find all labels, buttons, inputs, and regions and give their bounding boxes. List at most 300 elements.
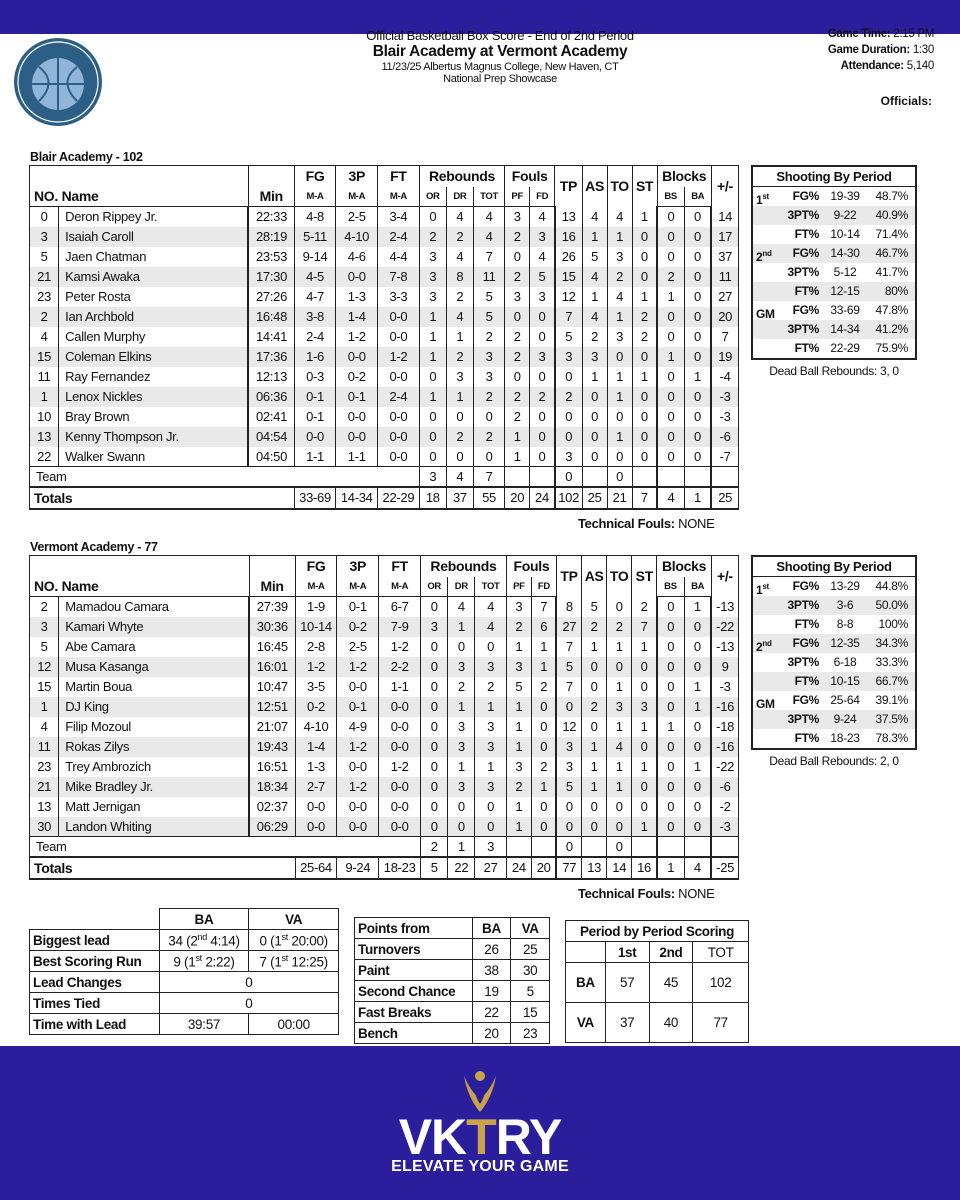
col-header-min [248,166,294,187]
shooting-made-attempted: 9-22 [833,208,857,222]
player-row [30,717,739,737]
stat-bs: 0 [657,697,684,717]
stat-to: 0 [607,447,632,467]
points-from-label: Fast Breaks [355,1002,473,1023]
stat-min: 30:36 [249,617,295,637]
stat-ba: 1 [684,597,711,617]
stat-pm: -22 [711,757,738,777]
player-name: Bray Brown [59,407,249,427]
player-name: Ray Fernandez [59,367,249,387]
col-subheader-dr: DR [446,187,473,207]
shooting-row [753,339,915,358]
col-subheader-fd: FD [530,187,555,207]
shooting-made-attempted: 10-15 [830,674,860,688]
shooting-row [753,615,915,634]
player-number: 23 [30,287,59,307]
shooting-stat: FG% [792,636,819,650]
stat-pm: -3 [711,817,738,837]
shooting-period [753,339,781,358]
shooting-row [753,710,915,729]
stat-bs: 0 [657,677,684,697]
stat-st: 0 [632,407,657,427]
period-scoring-table [565,920,749,1043]
attendance: 5,140 [906,60,934,72]
shooting-made-attempted: 6-18 [833,655,857,669]
stat-fd: 1 [531,637,556,657]
player-row [30,267,739,287]
stat-to: 1 [607,387,632,407]
stat-dr: 2 [446,287,473,307]
player-number: 5 [30,247,59,267]
best-run-ba: 9 (1st 2:22) [159,951,249,972]
stat-pm: 27 [711,287,738,307]
report-title: Official Basketball Box Score - End of 2nd Period [366,28,634,43]
stat-pm: 17 [711,227,738,247]
shooting-period [753,320,781,339]
stat-dr: 0 [446,447,473,467]
stat-tot: 0 [475,817,506,837]
stat-pm: 20 [711,307,738,327]
col-header-as: AS [582,166,607,207]
stat-ba: 0 [684,347,711,367]
stat-dr: 1 [448,697,475,717]
stat-tp: 5 [556,657,581,677]
stat-pf: 1 [506,637,531,657]
col-subheader-ma: M-A [336,187,378,207]
stat-fg: 5-11 [294,227,336,247]
shooting-stat: FT% [794,227,819,241]
stat-min: 16:51 [249,757,295,777]
stat-min: 06:36 [248,387,294,407]
stat-or: 0 [419,427,446,447]
total-pf: 24 [506,857,531,879]
col-subheader-or: OR [421,577,448,597]
stat-bs: 1 [657,287,684,307]
stat-tp: 26 [555,247,582,267]
team-or: 2 [421,837,448,857]
stat-p3: 1-2 [336,327,378,347]
shooting-period: 2nd [756,639,772,654]
stat-bs: 0 [657,797,684,817]
points-from-header [355,918,550,939]
team-tp: 0 [556,837,581,857]
totals-label: Totals [30,487,295,509]
total-p3: 9-24 [337,857,379,879]
points-from-va-value: 5 [511,981,550,1002]
points-from-row [355,960,550,981]
officials-label: Officials: [880,94,932,108]
points-from-va-value: 25 [511,939,550,960]
player-name: Abe Camara [59,637,249,657]
col-subheader-ma: M-A [379,577,421,597]
team-row [30,837,739,857]
player-row [30,657,739,677]
stat-to: 4 [607,287,632,307]
stat-or: 2 [419,227,446,247]
stat-bs: 0 [657,597,684,617]
stat-min: 21:07 [249,717,295,737]
stat-fg: 0-3 [294,367,336,387]
player-name: Ian Archbold [59,307,249,327]
col-subheader-ma: M-A [295,577,337,597]
stat-fg: 2-8 [295,637,337,657]
col-header-min-label: Min [249,577,295,597]
points-from-label: Bench [355,1023,473,1044]
shooting-pct: 44.8% [875,579,908,593]
period-2-score: 45 [649,963,693,1003]
ba-header: BA [159,909,249,930]
stat-or: 0 [421,677,448,697]
player-number: 1 [30,697,59,717]
col-header-as: AS [582,556,607,597]
stat-bs: 0 [657,327,684,347]
period-tot-score: 102 [693,963,749,1003]
stat-tot: 4 [475,617,506,637]
player-number: 0 [30,207,59,227]
player-number: 5 [30,637,59,657]
stat-dr: 1 [448,617,475,637]
stat-pf: 2 [505,407,530,427]
col-header-min-label: Min [248,187,294,207]
points-from-va-value: 15 [511,1002,550,1023]
stat-fg: 4-10 [295,717,337,737]
player-name: Landon Whiting [59,817,249,837]
stat-as: 0 [582,657,607,677]
stat-st: 2 [632,327,657,347]
stat-fd: 0 [530,367,555,387]
stat-ft: 6-7 [379,597,421,617]
total-ba: 4 [684,857,711,879]
stat-to: 0 [607,347,632,367]
shooting-stat: 3PT% [787,712,819,726]
stat-tp: 13 [555,207,582,227]
shooting-pct: 41.2% [875,322,908,336]
col-header-ft: FT [379,556,421,577]
stat-tp: 0 [556,697,581,717]
shooting-row [753,301,915,320]
col-header-min [249,556,295,577]
stat-as: 0 [582,717,607,737]
col-header-st: ST [632,166,657,207]
player-name: Kamari Whyte [59,617,249,637]
stat-fg: 4-5 [294,267,336,287]
player-number: 21 [30,777,59,797]
stat-dr: 4 [446,307,473,327]
stat-st: 0 [632,777,657,797]
stat-tp: 0 [556,797,581,817]
stat-as: 0 [582,797,607,817]
stat-pm: 14 [711,207,738,227]
stat-or: 0 [419,447,446,467]
stat-p3: 0-0 [336,407,378,427]
stat-tot: 5 [473,287,504,307]
col-header-tp: TP [556,556,581,597]
stat-dr: 2 [446,427,473,447]
stat-as: 4 [582,207,607,227]
stat-to: 1 [607,717,632,737]
technical-fouls-blair: Technical Fouls: NONE [578,516,715,531]
period-1-score: 57 [605,963,649,1003]
shooting-period: GM [756,307,775,321]
stat-tp: 7 [555,307,582,327]
stat-pf: 1 [506,697,531,717]
col-subheader-bs: BS [657,187,684,207]
stat-as: 1 [582,287,607,307]
stat-dr: 4 [448,597,475,617]
player-row [30,637,739,657]
col-header-p3: 3P [337,556,379,577]
player-row [30,737,739,757]
game-time: 2:15 PM [893,28,934,40]
shooting-made-attempted: 13-29 [830,579,860,593]
stat-min: 10:47 [249,677,295,697]
shooting-pct: 33.3% [875,655,908,669]
stat-min: 22:33 [248,207,294,227]
stat-pm: -16 [711,737,738,757]
stat-tot: 3 [475,777,506,797]
total-pf: 20 [505,487,530,509]
stat-p3: 0-0 [336,267,378,287]
shooting-row [753,634,915,653]
player-row [30,387,739,407]
matchup-title: Blair Academy at Vermont Academy [372,43,628,60]
player-name: Kenny Thompson Jr. [59,427,249,447]
stat-fd: 2 [531,677,556,697]
stat-st: 1 [632,367,657,387]
totals-row [30,487,739,509]
stat-bs: 1 [657,347,684,367]
stat-as: 2 [582,617,607,637]
stat-bs: 0 [657,657,684,677]
stat-tp: 8 [556,597,581,617]
dead-ball-rebounds-blair: Dead Ball Rebounds: 3, 0 [769,364,899,378]
total-fg: 25-64 [295,857,337,879]
stat-tp: 0 [556,817,581,837]
total-fg: 33-69 [294,487,336,509]
time-with-lead-ba: 39:57 [159,1014,249,1035]
total-tot: 55 [473,487,504,509]
stat-as: 4 [582,267,607,287]
stat-ft: 0-0 [378,307,420,327]
col-header-tp: TP [555,166,582,207]
shooting-period: 1st [756,582,769,597]
stat-p3: 2-5 [336,207,378,227]
stat-st: 1 [632,637,657,657]
stat-to: 0 [607,597,632,617]
stat-min: 27:26 [248,287,294,307]
box-score-table-vermont [29,555,739,880]
stat-to: 3 [607,327,632,347]
shooting-pct: 66.7% [875,674,908,688]
stat-or: 0 [419,407,446,427]
stat-pf: 2 [505,347,530,367]
shooting-made-attempted: 12-35 [830,636,860,650]
stat-ft: 1-1 [379,677,421,697]
total-bs: 4 [657,487,684,509]
stat-ft: 0-0 [379,717,421,737]
stat-ba: 1 [684,757,711,777]
stat-pf: 3 [506,597,531,617]
stat-as: 1 [582,637,607,657]
col-subheader-ma: M-A [337,577,379,597]
shooting-title: Shooting By Period [753,557,915,577]
shooting-made-attempted: 8-8 [836,617,854,631]
col-header-to: TO [607,166,632,207]
stat-pf: 2 [506,617,531,637]
stat-pf: 2 [505,267,530,287]
stat-ft: 0-0 [378,327,420,347]
stat-as: 5 [582,597,607,617]
shooting-period: GM [756,697,775,711]
stat-fg: 4-7 [294,287,336,307]
shooting-row [753,672,915,691]
points-from-va-value: 23 [511,1023,550,1044]
stat-dr: 1 [446,327,473,347]
stat-st: 0 [632,797,657,817]
total-ft: 18-23 [379,857,421,879]
col-header-name [30,556,250,577]
stat-min: 04:54 [248,427,294,447]
stat-to: 1 [607,307,632,327]
stat-or: 0 [421,697,448,717]
period-scoring-title: Period by Period Scoring [566,921,749,942]
stat-to: 0 [607,797,632,817]
stat-to: 1 [607,677,632,697]
player-name: Musa Kasanga [59,657,249,677]
player-number: 13 [30,797,59,817]
stat-p3: 0-2 [337,617,379,637]
stat-tp: 3 [555,347,582,367]
stat-st: 0 [632,737,657,757]
stat-dr: 3 [448,657,475,677]
col-header-st: ST [632,556,657,597]
stat-fg: 1-2 [295,657,337,677]
stat-dr: 2 [446,227,473,247]
stat-as: 2 [582,697,607,717]
player-row [30,287,739,307]
stat-or: 0 [419,207,446,227]
stat-ft: 2-4 [378,387,420,407]
stat-ba: 0 [684,287,711,307]
stat-pf: 5 [506,677,531,697]
shooting-period [753,710,781,729]
stat-tp: 0 [555,407,582,427]
shooting-period [753,225,781,244]
stat-pf: 2 [505,387,530,407]
stat-pf: 1 [505,447,530,467]
player-name: Filip Mozoul [59,717,249,737]
stat-as: 1 [582,227,607,247]
total-as: 13 [582,857,607,879]
team-row [30,467,739,487]
stat-ba: 0 [684,817,711,837]
shooting-stat: FG% [792,303,819,317]
stat-st: 0 [632,347,657,367]
col-subheader-bs: BS [657,577,684,597]
shooting-stat: FT% [794,674,819,688]
stat-to: 1 [607,427,632,447]
player-number: 23 [30,757,59,777]
stat-ba: 0 [684,447,711,467]
stat-as: 2 [582,327,607,347]
shooting-row [753,244,915,263]
col-header-rebounds: Rebounds [419,166,504,187]
stat-or: 0 [421,637,448,657]
va-header: VA [249,909,339,930]
points-from-ba-value: 22 [472,1002,511,1023]
stat-pf: 3 [506,657,531,677]
shooting-made-attempted: 3-6 [836,598,854,612]
points-from-ba-value: 38 [472,960,511,981]
shooting-stat: FT% [794,731,819,745]
time-with-lead-label: Time with Lead [30,1014,160,1035]
player-row [30,597,739,617]
stat-fg: 2-4 [294,327,336,347]
shooting-made-attempted: 14-34 [830,322,860,336]
stat-or: 3 [421,617,448,637]
stat-dr: 2 [446,347,473,367]
stat-p3: 0-0 [337,677,379,697]
stat-as: 0 [582,817,607,837]
stat-st: 1 [632,717,657,737]
stat-as: 1 [582,757,607,777]
stat-pf: 0 [505,307,530,327]
shooting-stat: FG% [792,693,819,707]
total-dr: 22 [448,857,475,879]
shooting-row [753,653,915,672]
stat-fg: 1-6 [294,347,336,367]
stat-st: 0 [632,227,657,247]
col-header-ft: FT [378,166,420,187]
player-row [30,617,739,637]
stat-st: 1 [632,287,657,307]
stat-ft: 3-4 [378,207,420,227]
col-header-to: TO [607,556,632,597]
col-header-plusminus: +/- [711,166,738,207]
team-or: 3 [419,467,446,487]
player-name: Mike Bradley Jr. [59,777,249,797]
stat-pm: -3 [711,407,738,427]
shooting-by-period-blair [751,165,917,360]
player-row [30,207,739,227]
player-name: Rokas Zilys [59,737,249,757]
shooting-made-attempted: 33-69 [830,303,860,317]
stat-ba: 0 [684,427,711,447]
stat-min: 27:39 [249,597,295,617]
stat-min: 28:19 [248,227,294,247]
shooting-by-period-vermont [751,555,917,750]
stat-st: 0 [632,247,657,267]
team-row-label: Team [30,467,420,487]
stat-fg: 9-14 [294,247,336,267]
stat-tp: 5 [555,327,582,347]
points-from-title: Points from [355,918,473,939]
stat-fg: 0-1 [294,387,336,407]
stat-pm: -3 [711,677,738,697]
stat-pm: 37 [711,247,738,267]
stat-tot: 11 [473,267,504,287]
stat-p3: 2-5 [337,637,379,657]
stat-as: 3 [582,347,607,367]
shooting-row [753,187,915,206]
stat-tp: 27 [556,617,581,637]
stat-st: 0 [632,387,657,407]
shooting-stat: 3PT% [787,265,819,279]
box-score-table-blair [29,165,739,510]
stat-ft: 7-9 [379,617,421,637]
team-dr: 4 [446,467,473,487]
stat-p3: 0-1 [337,597,379,617]
